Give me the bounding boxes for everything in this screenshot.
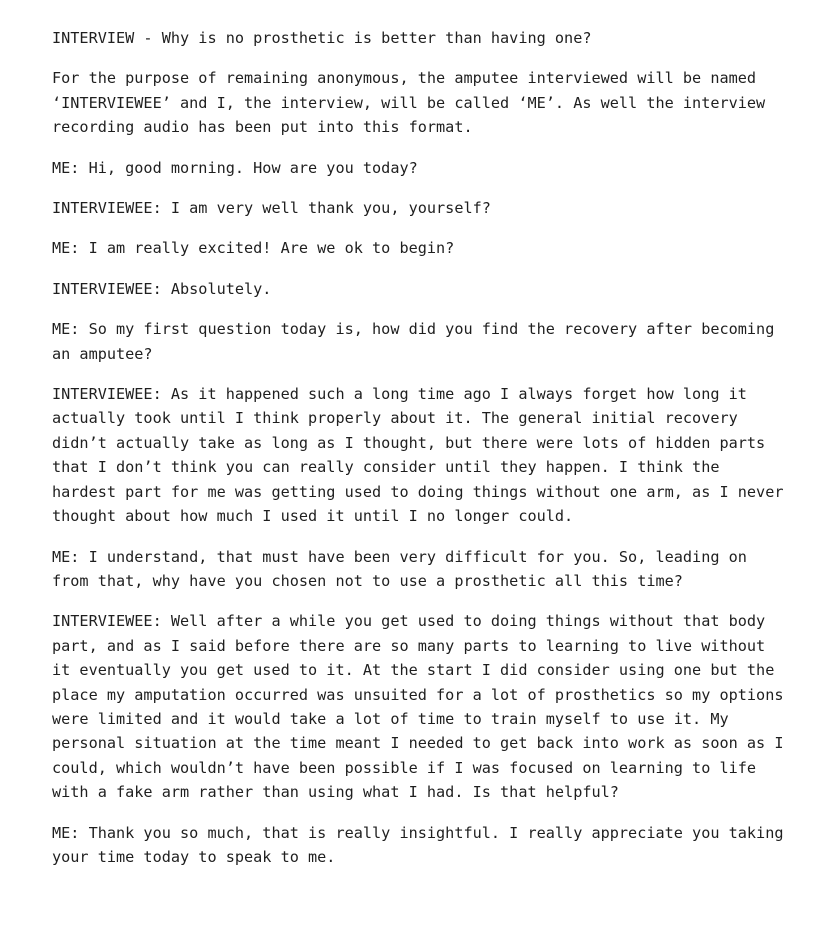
intro-paragraph: For the purpose of remaining anonymous, the amputee interviewed will be named ‘INTERVIEWEE’ and I, the interview, will be called ‘ME’. As well the interview recording audio has been put into this format. [52,69,766,137]
dialogue-line-me-question-1: ME: So my first question today is, how did you find the recovery after becoming an amputee? [52,320,775,363]
dialogue-line-me-closing: ME: Thank you so much, that is really insightful. I really appreciate you taking your time today to speak to me. [52,823,784,866]
dialogue-line-interviewee-answer-2: INTERVIEWEE: Well after a while you get used to doing things without that body part, and as I said before there are so many parts to learning to live without it eventually you get used to it. At the start I did consider using one but the place my amputation occurred was unsuited for a lot of prosthetics so my options were limited and it would take a lot of time to train myself to use it. My personal situation at the time meant I needed to get back into work as soon as I could, which wouldn’t have been possible if I was focused on learning to life with a fake arm rather than using what I had. Is that helpful? [52,612,784,802]
dialogue-line-me-question-2: ME: I understand, that must have been very difficult for you. So, leading on from that, why have you chosen not to use a prosthetic all this time? [52,547,747,590]
dialogue-line-interviewee-absolutely: INTERVIEWEE: Absolutely. [52,279,272,298]
dialogue-line-interviewee-reply: INTERVIEWEE: I am very well thank you, yourself? [52,199,491,218]
document-title: INTERVIEW - Why is no prosthetic is better than having one? [52,29,592,47]
dialogue-line-me-begin: ME: I am really excited! Are we ok to begin? [52,239,455,258]
dialogue-line-me-greeting: ME: Hi, good morning. How are you today? [52,158,418,177]
dialogue-line-interviewee-answer-1: INTERVIEWEE: As it happened such a long time ago I always forget how long it actually took until I think properly about it. The general initial recovery didn’t actually take as long as I thought, but there were lots of hidden parts that I don’t think you can really consider until they happen. I think the hardest part for me was getting used to doing things without one arm, as I never thought about how much I used it until I no longer could. [52,385,784,526]
